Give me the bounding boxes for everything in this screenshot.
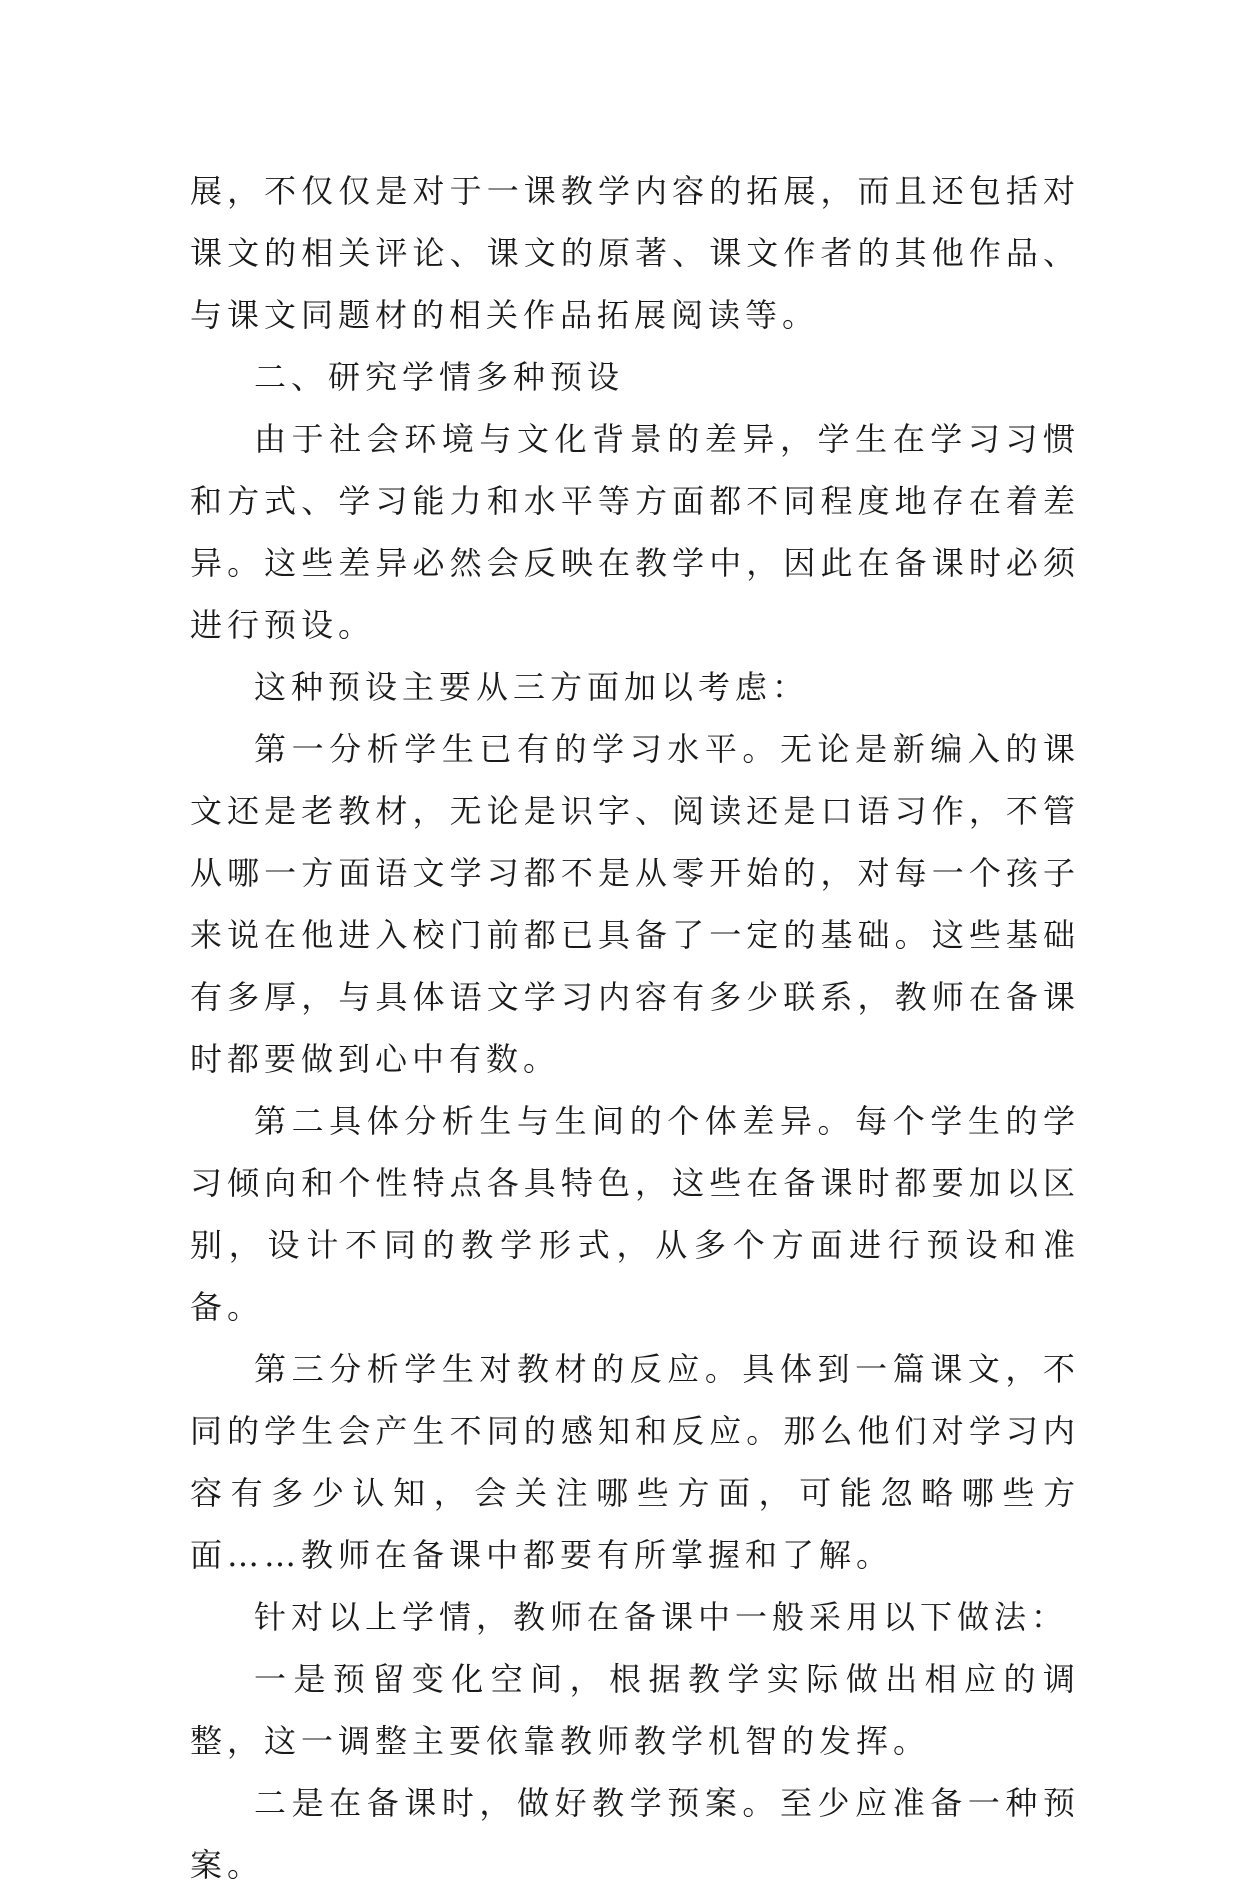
paragraph-continuation: 展，不仅仅是对于一课教学内容的拓展，而且还包括对课文的相关评论、课文的原著、课文作者的其他作品、与课文同题材的相关作品拓展阅读等。: [190, 172, 1080, 334]
paragraph: 第三分析学生对教材的反应。具体到一篇课文，不同的学生会产生不同的感知和反应。那么他们对学习内容有多少认知，会关注哪些方面，可能忽略哪些方面……教师在备课中都要有所掌握和了解。: [190, 1350, 1080, 1574]
paragraph: 针对以上学情，教师在备课中一般采用以下做法：: [254, 1598, 1069, 1636]
paragraph: 第一分析学生已有的学习水平。无论是新编入的课文还是老教材，无论是识字、阅读还是口语习作，不管从哪一方面语文学习都不是从零开始的，对每一个孩子来说在他进入校门前都已具备了一定的基础。这些基础有多厚，与具体语文学习内容有多少联系，教师在备课时都要做到心中有数。: [190, 730, 1080, 1078]
paragraph: 由于社会环境与文化背景的差异，学生在学习习惯和方式、学习能力和水平等方面都不同程度地存在着差异。这些差异必然会反映在教学中，因此在备课时必须进行预设。: [190, 420, 1080, 644]
paragraph: 第二具体分析生与生间的个体差异。每个学生的学习倾向和个性特点各具特色，这些在备课时都要加以区别，设计不同的教学形式，从多个方面进行预设和准备。: [190, 1102, 1080, 1326]
paragraph: 二是在备课时，做好教学预案。至少应准备一种预案。: [190, 1784, 1080, 1884]
paragraph: 一是预留变化空间，根据教学实际做出相应的调整，这一调整主要依靠教师教学机智的发挥。: [190, 1660, 1080, 1760]
section-heading: 二、研究学情多种预设: [254, 358, 625, 396]
paragraph: 这种预设主要从三方面加以考虑：: [254, 668, 810, 706]
document-body: [190, 160, 1080, 1896]
